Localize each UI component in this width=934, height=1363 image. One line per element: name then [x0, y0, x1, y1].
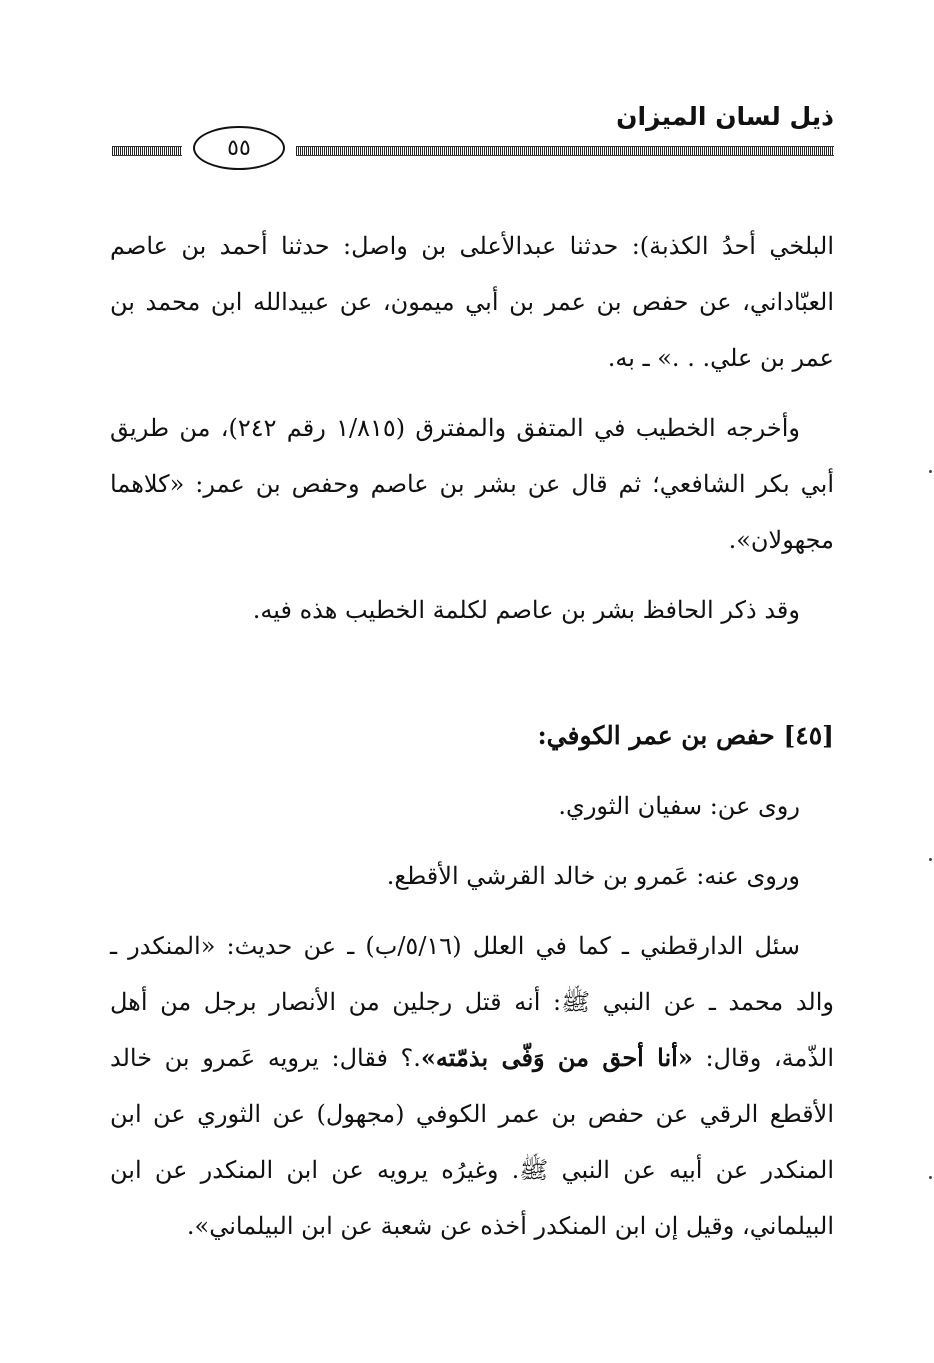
entry-heading	[110, 708, 834, 764]
header-rule-left	[112, 146, 182, 156]
paragraph-3: وقد ذكر الحافظ بشر بن عاصم لكلمة الخطيب هذه فيه.	[252, 596, 800, 624]
margin-mark	[929, 858, 932, 861]
narrated-by: وروى عنه: عَمرو بن خالد القرشي الأقطع.	[386, 862, 800, 890]
entry-text-part2: .؟ فقال: يرويه عَمرو بن خالد الأقطع الرقي عن حفص بن عمر الكوفي (مجهول) عن الثوري عن ابن المنكدر عن أبيه عن النبي ﷺ. وغيرُه يرويه عن ابن المنكدر عن ابن البيلماني، وقيل إن ابن المنكدر أخذه عن شعبة عن ابن البيلماني».	[110, 1044, 834, 1240]
entry-text-part1: سئل الدارقطني ـ كما في العلل (٥/١٦/ب) ـ عن حديث: «المنكدر ـ والد محمد ـ عن النبي ﷺ: أنه قتل رجلين من الأنصار برجل من أهل الذّمة، وقال:	[110, 932, 834, 1072]
hadith-quote: «أنا أحق من وَفّى بذمّته»	[420, 1043, 693, 1072]
page-number: ٥٥	[193, 126, 285, 170]
margin-mark	[929, 470, 932, 473]
entry-text	[110, 918, 834, 1254]
header-rule-right	[296, 146, 834, 156]
book-title: ذيل لسان الميزان	[616, 102, 834, 131]
entry-name: حفص بن عمر الكوفي:	[537, 721, 775, 750]
paragraph-2: وأخرجه الخطيب في المتفق والمفترق (١/٨١٥ رقم ٢٤٢)، من طريق أبي بكر الشافعي؛ ثم قال عن بشر بن عاصم وحفص بن عمر: «كلاهما مجهولان».	[110, 414, 834, 554]
entry-number: [٤٥]	[783, 721, 834, 750]
page-body	[110, 218, 834, 1254]
paragraph-1: البلخي أحدُ الكذبة): حدثنا عبدالأعلى بن واصل: حدثنا أحمد بن عاصم العبّاداني، عن حفص بن عمر بن أبي ميمون، عن عبيدالله ابن محمد بن عمر بن علي. . .» ـ به.	[110, 232, 834, 372]
margin-mark	[929, 1176, 932, 1179]
narrated-from: روى عن: سفيان الثوري.	[558, 792, 800, 820]
